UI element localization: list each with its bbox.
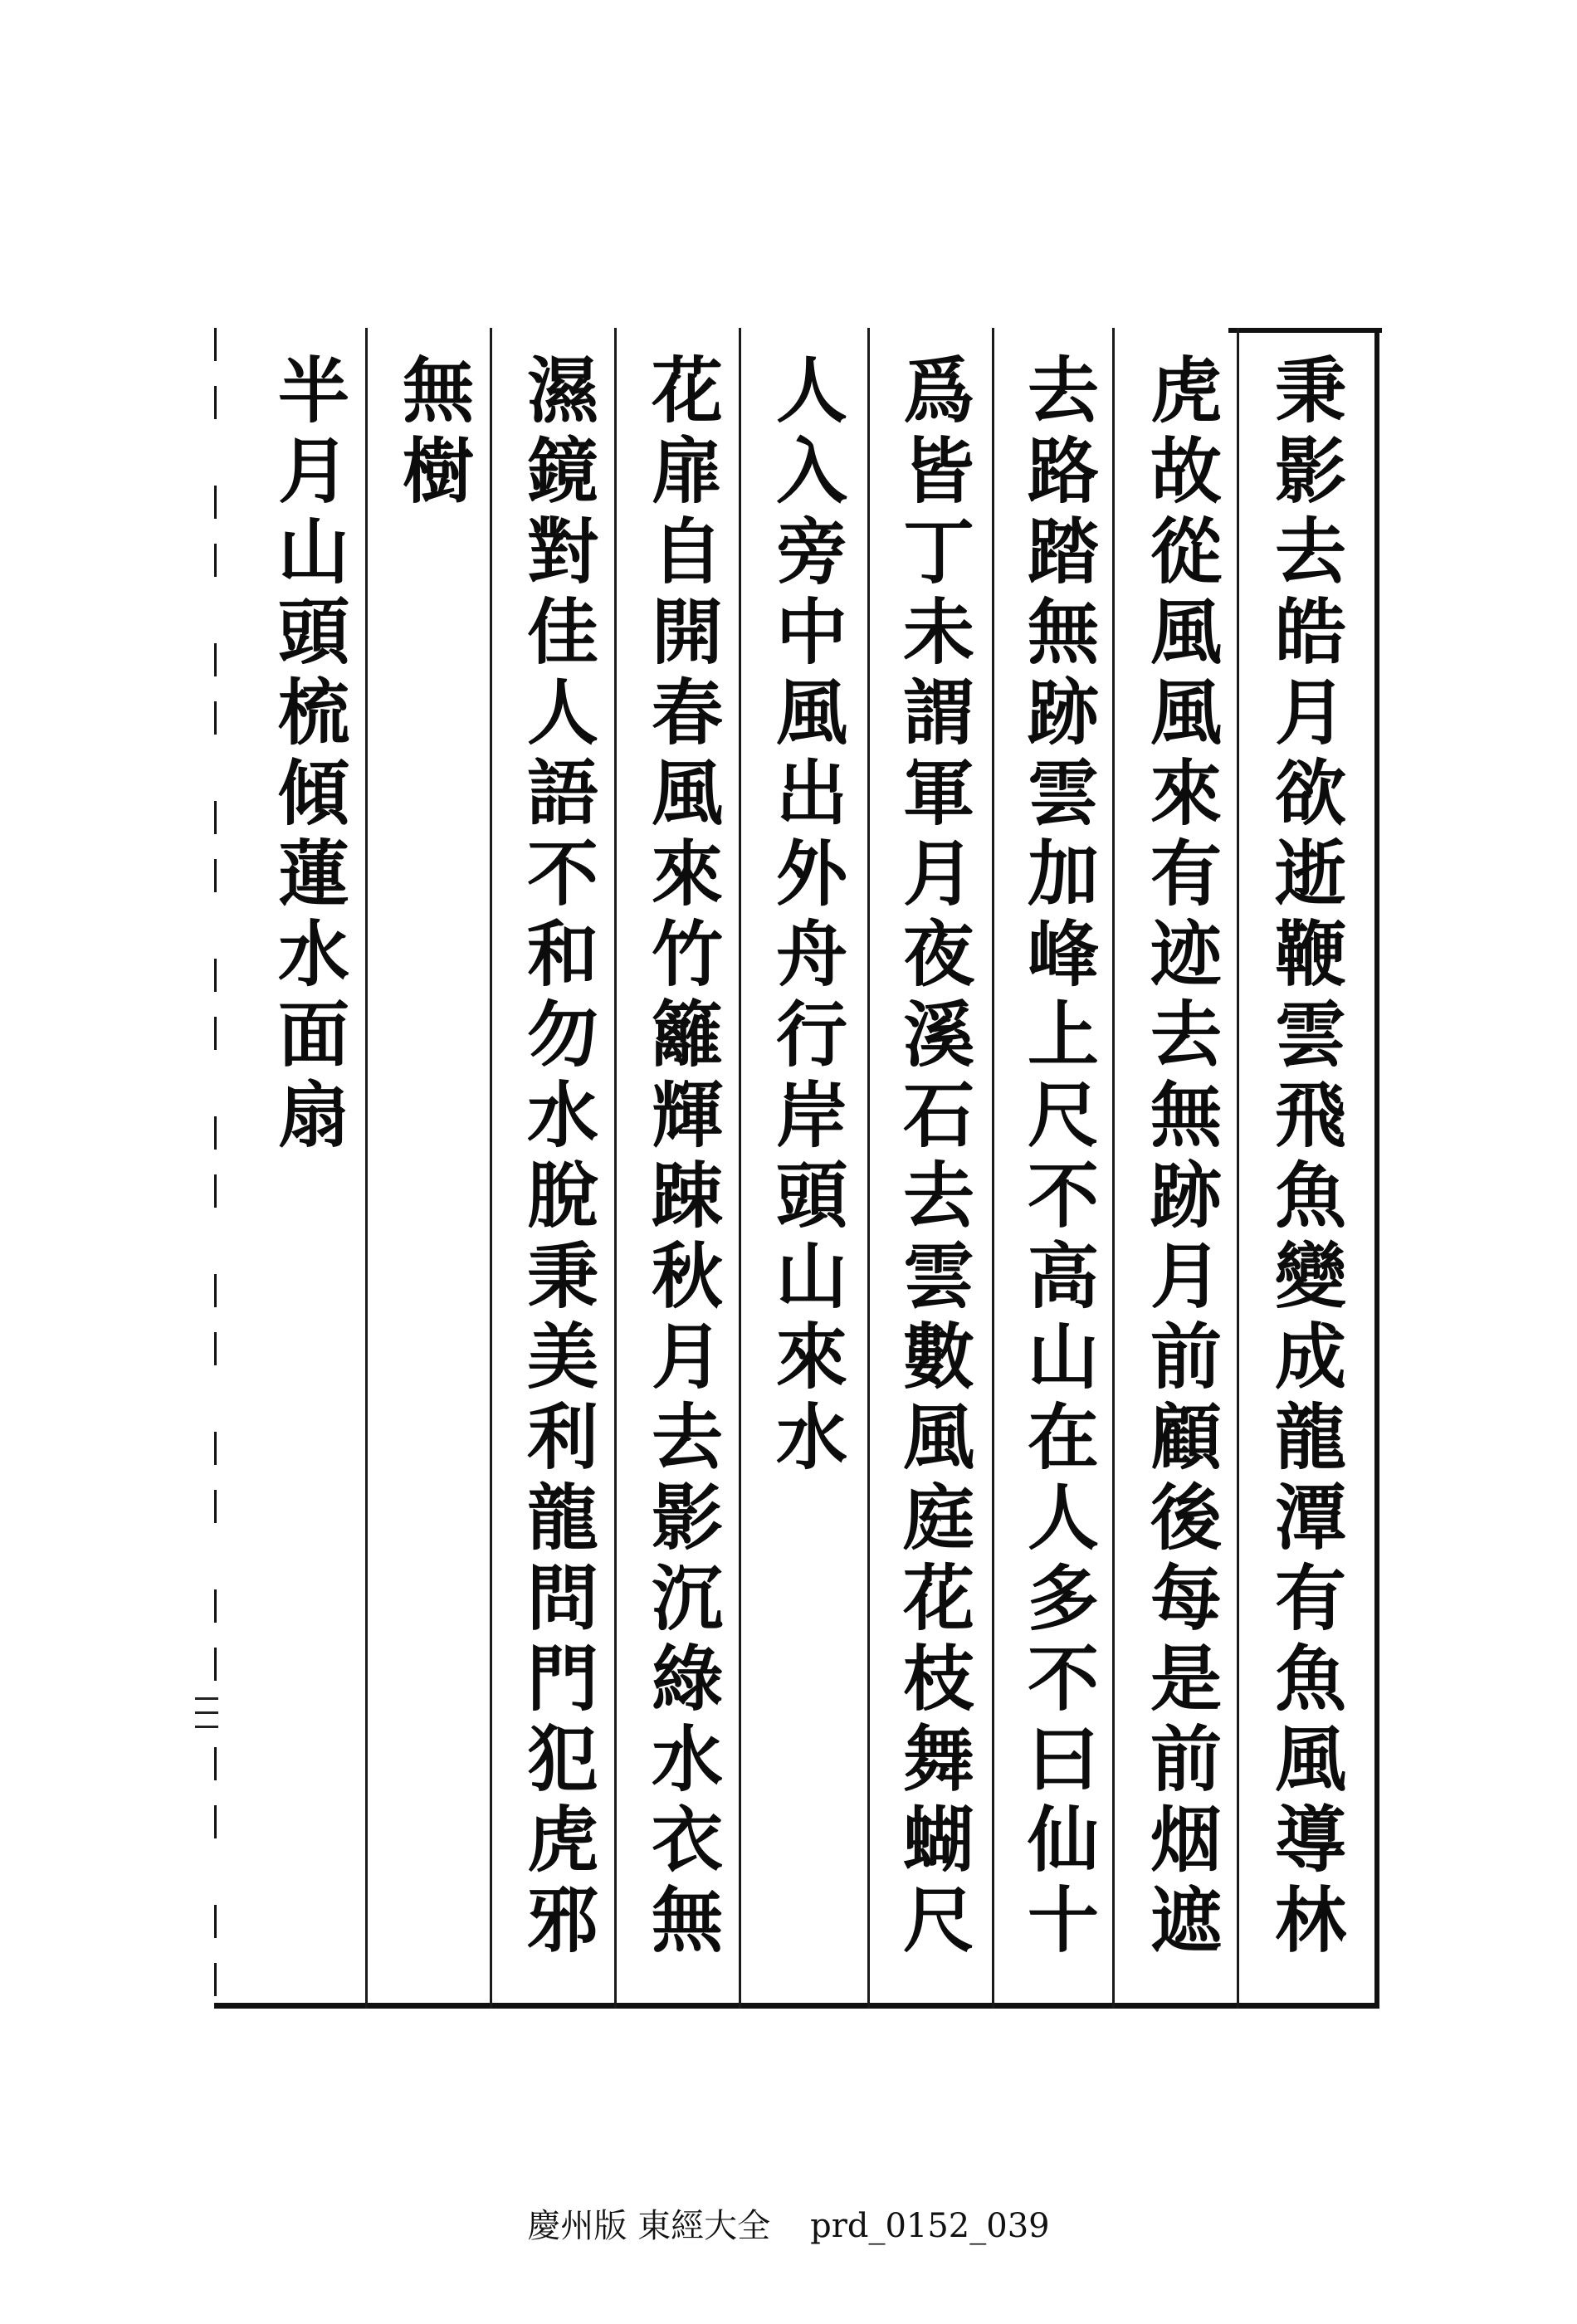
text-column-8	[378, 353, 486, 514]
column-text: 去路踏無跡雲加峰上尺不高山在人多不曰仙十	[1015, 353, 1099, 1963]
text-column-4	[878, 353, 986, 1963]
column-rule	[614, 328, 617, 2009]
text-column-9	[253, 353, 361, 1158]
column-rule	[739, 328, 741, 2009]
column-text: 爲皆丁未謂軍月夜溪石去雲數風庭花枝舞蝴尺	[891, 353, 974, 1963]
column-rule	[867, 328, 870, 2009]
caption-code: prd_0152_039	[810, 2207, 1050, 2245]
column-rule	[992, 328, 994, 2009]
text-column-5	[751, 353, 859, 1480]
text-column-6	[627, 353, 735, 1963]
margin-tick	[195, 1697, 218, 1700]
margin-tick	[195, 1711, 218, 1714]
column-text: 半月山頭梳傾蓮水面扇	[266, 353, 349, 1158]
column-text: 人入旁中風出外舟行岸頭山來水	[764, 353, 847, 1480]
column-rule	[1112, 328, 1115, 2009]
column-text: 濕鏡對佳人語不和勿水脫秉美利龍問門犯虎邪	[515, 353, 598, 1963]
margin-tick	[195, 1726, 218, 1728]
text-column-1	[1250, 353, 1358, 1963]
text-column-7	[502, 353, 610, 1963]
column-rule	[490, 328, 492, 2009]
text-column-2	[1125, 353, 1233, 1963]
woodblock-print-area	[208, 328, 1370, 2009]
column-text: 秉影去皓月欲逝鞭雲飛魚變成龍潭有魚風導林	[1262, 353, 1346, 1963]
page-margin-mark	[195, 1697, 228, 1946]
caption-title: 慶州版 東經大全	[527, 2207, 771, 2245]
column-text: 虎故從風風來有迹去無跡月前顧後每是前烟遮	[1138, 353, 1222, 1963]
column-text: 無樹	[390, 353, 474, 514]
frame-top-border	[1228, 328, 1382, 333]
frame-right-border	[1374, 328, 1379, 2009]
page-caption	[0, 2200, 1577, 2247]
frame-bottom-border	[214, 2003, 1376, 2009]
column-text: 花扉自開春風來竹籬輝踈秋月去影沉綠水衣無	[639, 353, 723, 1963]
text-column-3	[1003, 353, 1111, 1963]
column-rule	[1237, 328, 1239, 2009]
column-rule	[365, 328, 368, 2009]
